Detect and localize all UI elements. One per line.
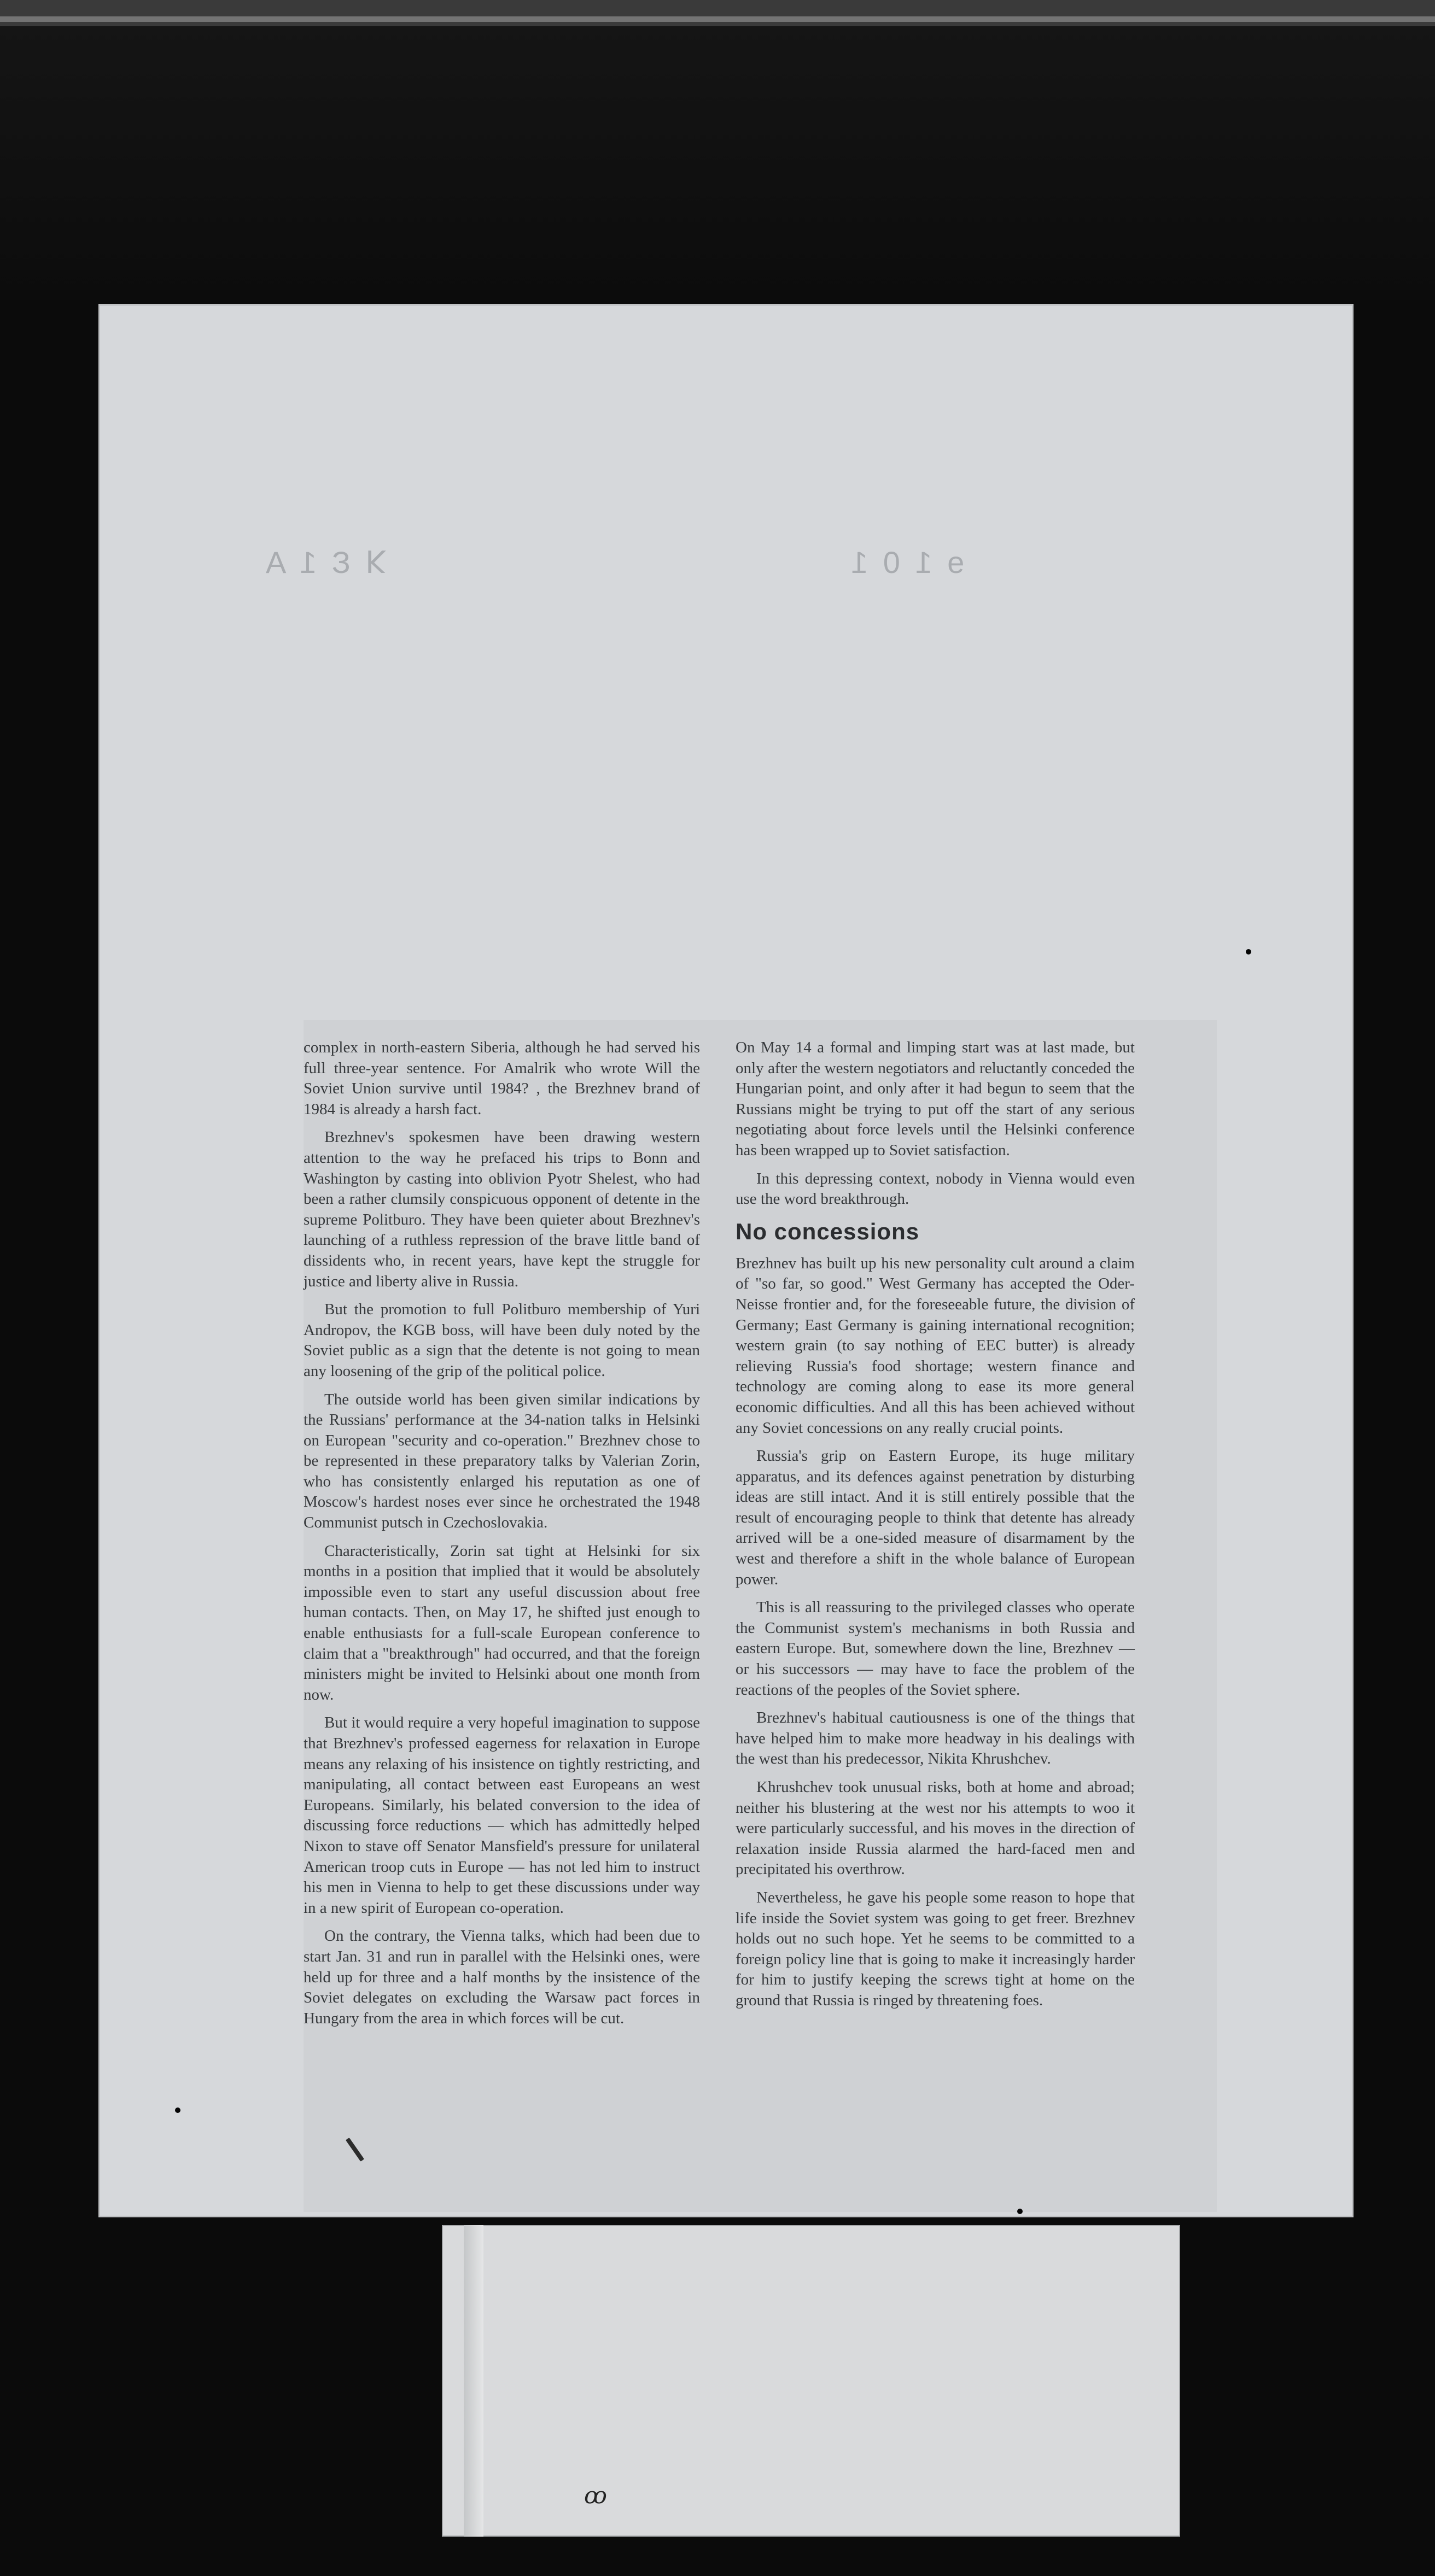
film-strip-top: [0, 0, 1435, 26]
card-edge: [464, 2225, 483, 2537]
dust-speck: [175, 2107, 180, 2113]
paragraph: In this depressing context, nobody in Vienna would even use the word breakthrough.: [736, 1169, 1135, 1208]
handwritten-mark: ꝏ: [584, 2484, 607, 2509]
paragraph: Khrushchev took unusual risks, both at home and abroad; neither his blustering at the west nor his attempts to woo it were particularly successful, and his moves in the direction of relaxation inside Russia alarmed the hard-faced men and precipitated his overthrow.: [736, 1778, 1135, 1878]
next-frame-card: [442, 2225, 1180, 2537]
paragraph: Characteristically, Zorin sat tight at Helsinki for six months in a position that implied that it would be absolutely impossible even to start any useful discussion about free human contacts. Then, on May 17, he shifted just enough to enable enthusiasts for a full-scale European conference to claim that a "breakthrough" had occurred, and that the foreign ministers might be invited to Helsinki about one month from now.: [304, 1542, 700, 1703]
paragraph: This is all reassuring to the privileged classes who operate the Communist system's mechanisms in both Russia and eastern Europe. But, somewhere down the line, Brezhnev — or his successors — may have to face the problem of the reactions of the peoples of the Soviet sphere.: [736, 1599, 1135, 1699]
document-page: [98, 304, 1354, 2217]
section-heading: No concessions: [736, 1218, 920, 1244]
bleed-through-mark-right: ɘ 1 0 1: [848, 545, 965, 579]
film-strip-line: [0, 16, 1435, 22]
paragraph: On May 14 a formal and limping start was at last made, but only after the western negotiators and reluctantly conceded the Hungarian point, and only after it had begun to seem that the Russians might be trying to put off the start of any serious negotiating about force levels until the Helsinki conference has been wrapped up to Soviet satisfaction.: [736, 1039, 1135, 1159]
paragraph: But the promotion to full Politburo membership of Yuri Andropov, the KGB boss, will have been duly noted by the Soviet public as a sign that the detente is not going to mean any loosening of the grip of the political police.: [304, 1301, 700, 1380]
paragraph: complex in north-eastern Siberia, although he had served his full three-year sentence. For Amalrik who wrote Will the Soviet Union survive until 1984? , the Brezhnev brand of 1984 is already a harsh fact.: [304, 1039, 700, 1118]
film-border: [0, 26, 1435, 300]
bleed-through-mark-left: ꓘ Ɛ 1 A: [262, 545, 386, 579]
newspaper-clipping: [304, 1020, 1217, 2212]
left-column: [304, 1038, 700, 2036]
paragraph: On the contrary, the Vienna talks, which had been due to start Jan. 31 and run in parallel with the Helsinki ones, were held up for three and a half months by the insistence of the Soviet delegates on excluding the Warsaw pact forces in Hungary from the area in which forces will be cut.: [304, 1927, 700, 2027]
paragraph: Brezhnev's spokesmen have been drawing western attention to the way he prefaced his trips to Bonn and Washington by casting into oblivion Pyotr Shelest, who had been a rather clumsily conspicuous opponent of detente in the supreme Politburo. They have been quieter about Brezhnev's launching of a ruthless repression of the brave little band of dissidents who, in recent years, have kept the struggle for justice and liberty alive in Russia.: [304, 1128, 700, 1290]
paragraph: Brezhnev's habitual cautiousness is one of the things that have helped him to make more headway in his dealings with the west than his predecessor, Nikita Khrushchev.: [736, 1709, 1135, 1768]
dust-speck: [1246, 949, 1251, 955]
paragraph: The outside world has been given similar indications by the Russians' performance at the 34-nation talks in Helsinki on European "security and co-operation." Brezhnev chose to be represented in these preparatory talks by Valerian Zorin, who has consistently enlarged his reputation as one of Moscow's hardest noses ever since he orchestrated the 1948 Communist putsch in Czechoslovakia.: [304, 1390, 700, 1532]
paragraph: Brezhnev has built up his new personality cult around a claim of "so far, so good." West Germany has accepted the Oder-Neisse frontier and, for the foreseeable future, the division of Germany; East Germany is gaining international recognition; western grain (to say nothing of EEC butter) is already relieving Russia's food shortage; western finance and technology are coming along to ease its more general economic difficulties. And all this has been achieved without any Soviet concessions on any really crucial points.: [736, 1254, 1135, 1437]
right-column: [736, 1038, 1135, 2019]
paragraph: Nevertheless, he gave his people some reason to hope that life inside the Soviet system was going to get freer. Brezhnev holds out no such hope. Yet he seems to be committed to a foreign policy line that is going to make it increasingly harder for him to justify keeping the screws tight at home on the ground that Russia is ringed by threatening foes.: [736, 1888, 1135, 2009]
dust-speck: [1017, 2209, 1023, 2214]
paragraph: Russia's grip on Eastern Europe, its huge military apparatus, and its defences against penetration by disturbing ideas are still intact. And it is still entirely possible that the result of encouraging people to think that detente has already arrived will be a one-sided measure of disarmament by the west and therefore a shift in the whole balance of European power.: [736, 1447, 1135, 1588]
paragraph: But it would require a very hopeful imagination to suppose that Brezhnev's professed eagerness for relaxation in Europe means any relaxing of his insistence on tightly restricting, and manipulating, all contact between east Europeans an west Europeans. Similarly, his belated conversion to the idea of discussing force reductions — which has admittedly helped Nixon to stave off Senator Mansfield's pressure for unilateral American troop cuts in Europe — has not led him to instruct his men in Vienna to help to get these discussions under way in a new spirit of European co-operation.: [304, 1714, 700, 1917]
